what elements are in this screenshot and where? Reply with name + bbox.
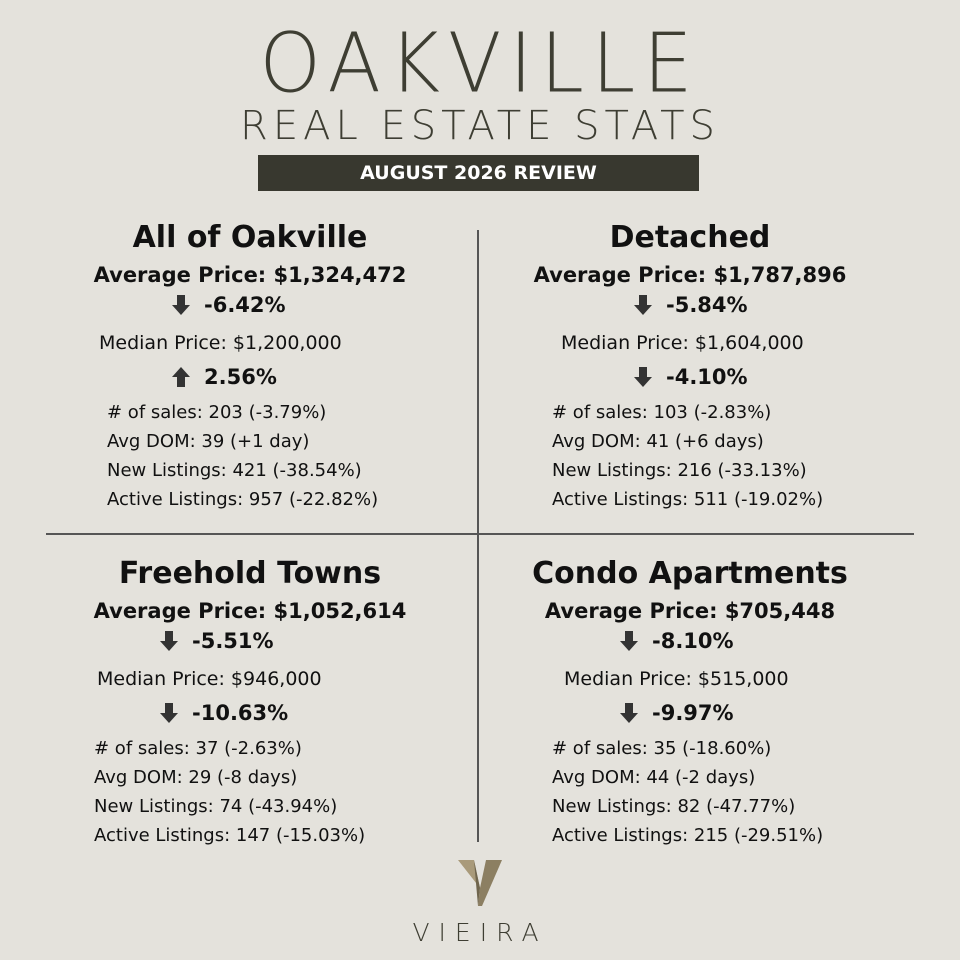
stat-sales: # of sales: 35 (-18.60%): [552, 738, 772, 759]
average-price-change: [160, 626, 470, 656]
average-price-change: [620, 626, 910, 656]
change-value: -9.97%: [652, 701, 734, 725]
stat-sales: # of sales: 103 (-2.83%): [552, 402, 772, 423]
stats-list: [94, 734, 470, 850]
stat-new-listings: New Listings: 216 (-33.13%): [552, 460, 807, 481]
quadrant-all-of-oakville: [30, 218, 470, 514]
v-logo-icon: [456, 858, 504, 908]
arrow-down-icon: [620, 703, 638, 723]
change-value: -5.51%: [192, 629, 274, 653]
change-value: 2.56%: [204, 365, 277, 389]
stat-active-listings: Active Listings: 215 (-29.51%): [552, 825, 824, 846]
stats-list: [552, 734, 910, 850]
page-subtitle: REAL ESTATE STATS: [240, 103, 720, 149]
change-value: -8.10%: [652, 629, 734, 653]
average-price: Average Price: $1,787,896: [533, 263, 847, 287]
review-banner: [258, 155, 699, 191]
stat-avg-dom: Avg DOM: 41 (+6 days): [552, 431, 764, 452]
stat-active-listings: Active Listings: 511 (-19.02%): [552, 489, 824, 510]
arrow-down-icon: [160, 631, 178, 651]
median-price-change: [160, 698, 470, 728]
stat-new-listings: New Listings: 421 (-38.54%): [107, 460, 362, 481]
stat-active-listings: Active Listings: 147 (-15.03%): [94, 825, 366, 846]
quadrant-detached: [470, 218, 910, 514]
median-price-change: [620, 698, 910, 728]
page-title: OAKVILLE: [259, 16, 701, 112]
stat-sales: # of sales: 37 (-2.63%): [94, 738, 302, 759]
stat-avg-dom: Avg DOM: 39 (+1 day): [107, 431, 310, 452]
stat-avg-dom: Avg DOM: 44 (-2 days): [552, 767, 756, 788]
arrow-down-icon: [620, 631, 638, 651]
average-price: Average Price: $1,052,614: [93, 599, 407, 623]
quadrant-title: Detached: [609, 220, 771, 255]
brand-name: VIEIRA: [412, 918, 548, 947]
change-value: -5.84%: [666, 293, 748, 317]
median-price: Median Price: $946,000: [97, 668, 322, 690]
change-value: -10.63%: [192, 701, 289, 725]
median-price: Median Price: $1,200,000: [99, 332, 342, 354]
median-price-change: [634, 362, 910, 392]
stat-avg-dom: Avg DOM: 29 (-8 days): [94, 767, 298, 788]
median-price-change: [172, 362, 470, 392]
median-price: Median Price: $515,000: [564, 668, 789, 690]
horizontal-divider: [46, 533, 914, 535]
arrow-down-icon: [634, 367, 652, 387]
stat-new-listings: New Listings: 82 (-47.77%): [552, 796, 796, 817]
stat-new-listings: New Listings: 74 (-43.94%): [94, 796, 338, 817]
stats-list: [552, 398, 910, 514]
average-price-change: [634, 290, 910, 320]
stat-sales: # of sales: 203 (-3.79%): [107, 402, 327, 423]
arrow-down-icon: [172, 295, 190, 315]
average-price-change: [172, 290, 470, 320]
brand-logo: [0, 858, 960, 908]
change-value: -6.42%: [204, 293, 286, 317]
quadrant-title: All of Oakville: [132, 220, 368, 255]
change-value: -4.10%: [666, 365, 748, 389]
arrow-down-icon: [160, 703, 178, 723]
quadrant-condo-apartments: [470, 554, 910, 850]
average-price: Average Price: $705,448: [544, 599, 836, 623]
stat-active-listings: Active Listings: 957 (-22.82%): [107, 489, 379, 510]
median-price: Median Price: $1,604,000: [561, 332, 804, 354]
stats-list: [107, 398, 470, 514]
quadrant-freehold-towns: [30, 554, 470, 850]
quadrant-title: Freehold Towns: [118, 556, 382, 591]
average-price: Average Price: $1,324,472: [93, 263, 407, 287]
banner-label: AUGUST 2026 REVIEW: [360, 162, 597, 184]
quadrant-title: Condo Apartments: [532, 556, 848, 591]
arrow-down-icon: [634, 295, 652, 315]
arrow-up-icon: [172, 367, 190, 387]
